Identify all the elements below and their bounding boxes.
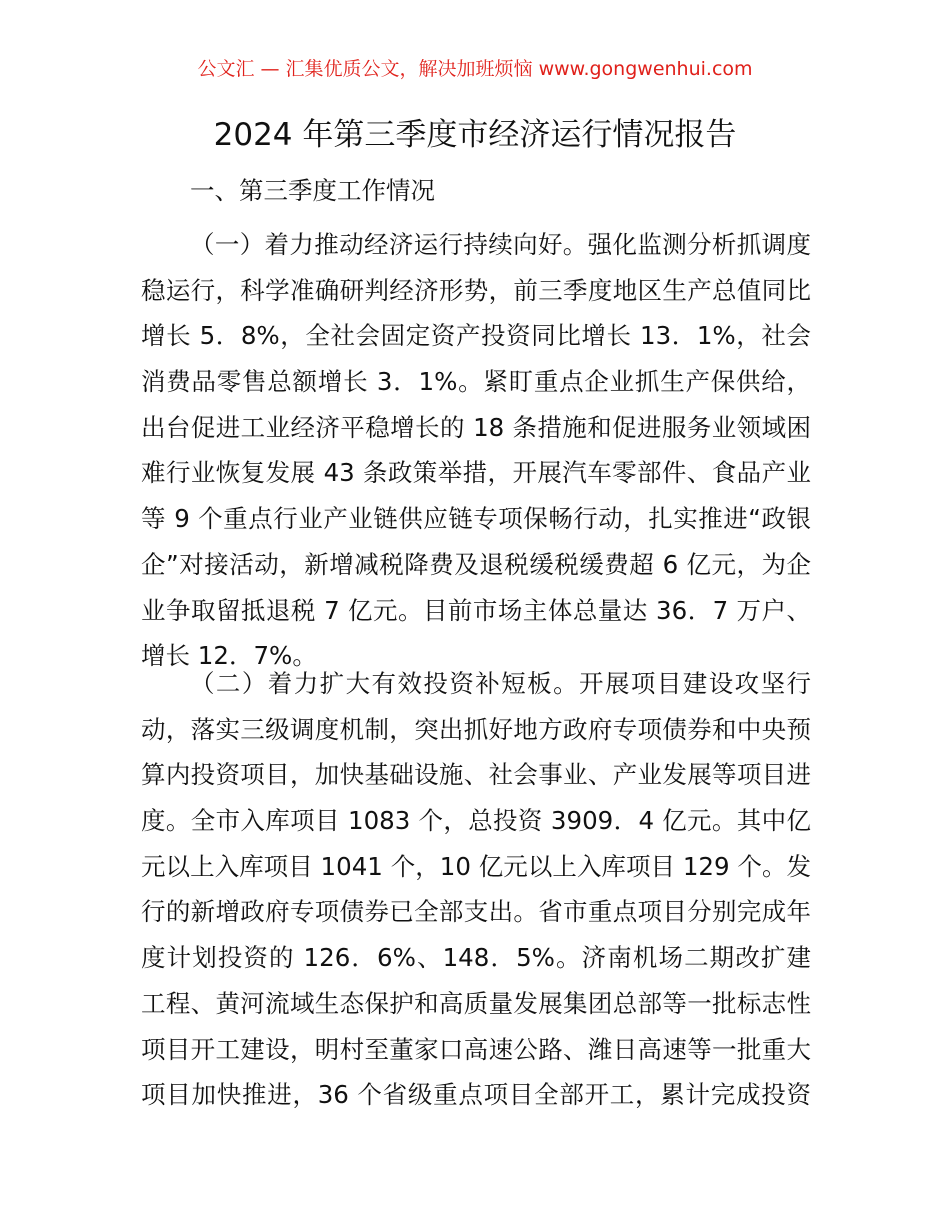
paragraph-line: 行的新增政府专项债券已全部支出。省市重点项目分别完成年	[141, 897, 811, 927]
paragraph-line: 难行业恢复发展 43 条政策举措，开展汽车零部件、食品产业	[141, 458, 811, 488]
paragraph-line: 项目加快推进，36 个省级重点项目全部开工，累计完成投资	[141, 1080, 811, 1110]
paragraph-2	[141, 661, 811, 1118]
watermark-banner: 公文汇 — 汇集优质公文，解决加班烦恼 www.gongwenhui.com	[197, 58, 753, 80]
paragraph-line: 企”对接活动，新增减税降费及退税缓税缓费超 6 亿元，为企	[141, 549, 811, 579]
paragraph-line: （一）着力推动经济运行持续向好。强化监测分析抓调度	[190, 230, 811, 259]
paragraph-line: 算内投资项目，加快基础设施、社会事业、产业发展等项目进	[141, 760, 811, 790]
paragraph-line: 度。全市入库项目 1083 个，总投资 3909．4 亿元。其中亿	[141, 806, 811, 836]
section-heading: 一、第三季度工作情况	[190, 176, 435, 205]
document-title: 2024 年第三季度市经济运行情况报告	[213, 117, 737, 153]
paragraph-line: 出台促进工业经济平稳增长的 18 条措施和促进服务业领域困	[141, 412, 811, 442]
paragraph-1	[141, 222, 811, 679]
paragraph-line: 业争取留抵退税 7 亿元。目前市场主体总量达 36．7 万户、	[141, 595, 811, 625]
paragraph-line: 元以上入库项目 1041 个，10 亿元以上入库项目 129 个。发	[141, 851, 811, 881]
paragraph-line: 增长 5．8%，全社会固定资产投资同比增长 13．1%，社会	[141, 321, 811, 351]
paragraph-line: 动，落实三级调度机制，突出抓好地方政府专项债券和中央预	[141, 714, 811, 744]
paragraph-line: 度计划投资的 126．6%、148．5%。济南机场二期改扩建	[141, 943, 811, 973]
paragraph-line: （二）着力扩大有效投资补短板。开展项目建设攻坚行	[190, 669, 811, 698]
paragraph-line: 工程、黄河流域生态保护和高质量发展集团总部等一批标志性	[141, 988, 811, 1018]
paragraph-line: 增长 12．7%。	[141, 641, 317, 671]
paragraph-line: 项目开工建设，明村至董家口高速公路、潍日高速等一批重大	[141, 1034, 811, 1064]
paragraph-line: 消费品零售总额增长 3．1%。紧盯重点企业抓生产保供给，	[141, 367, 811, 397]
paragraph-line: 等 9 个重点行业产业链供应链专项保畅行动，扎实推进“政银	[141, 504, 811, 534]
paragraph-line: 稳运行，科学准确研判经济形势，前三季度地区生产总值同比	[141, 275, 811, 305]
